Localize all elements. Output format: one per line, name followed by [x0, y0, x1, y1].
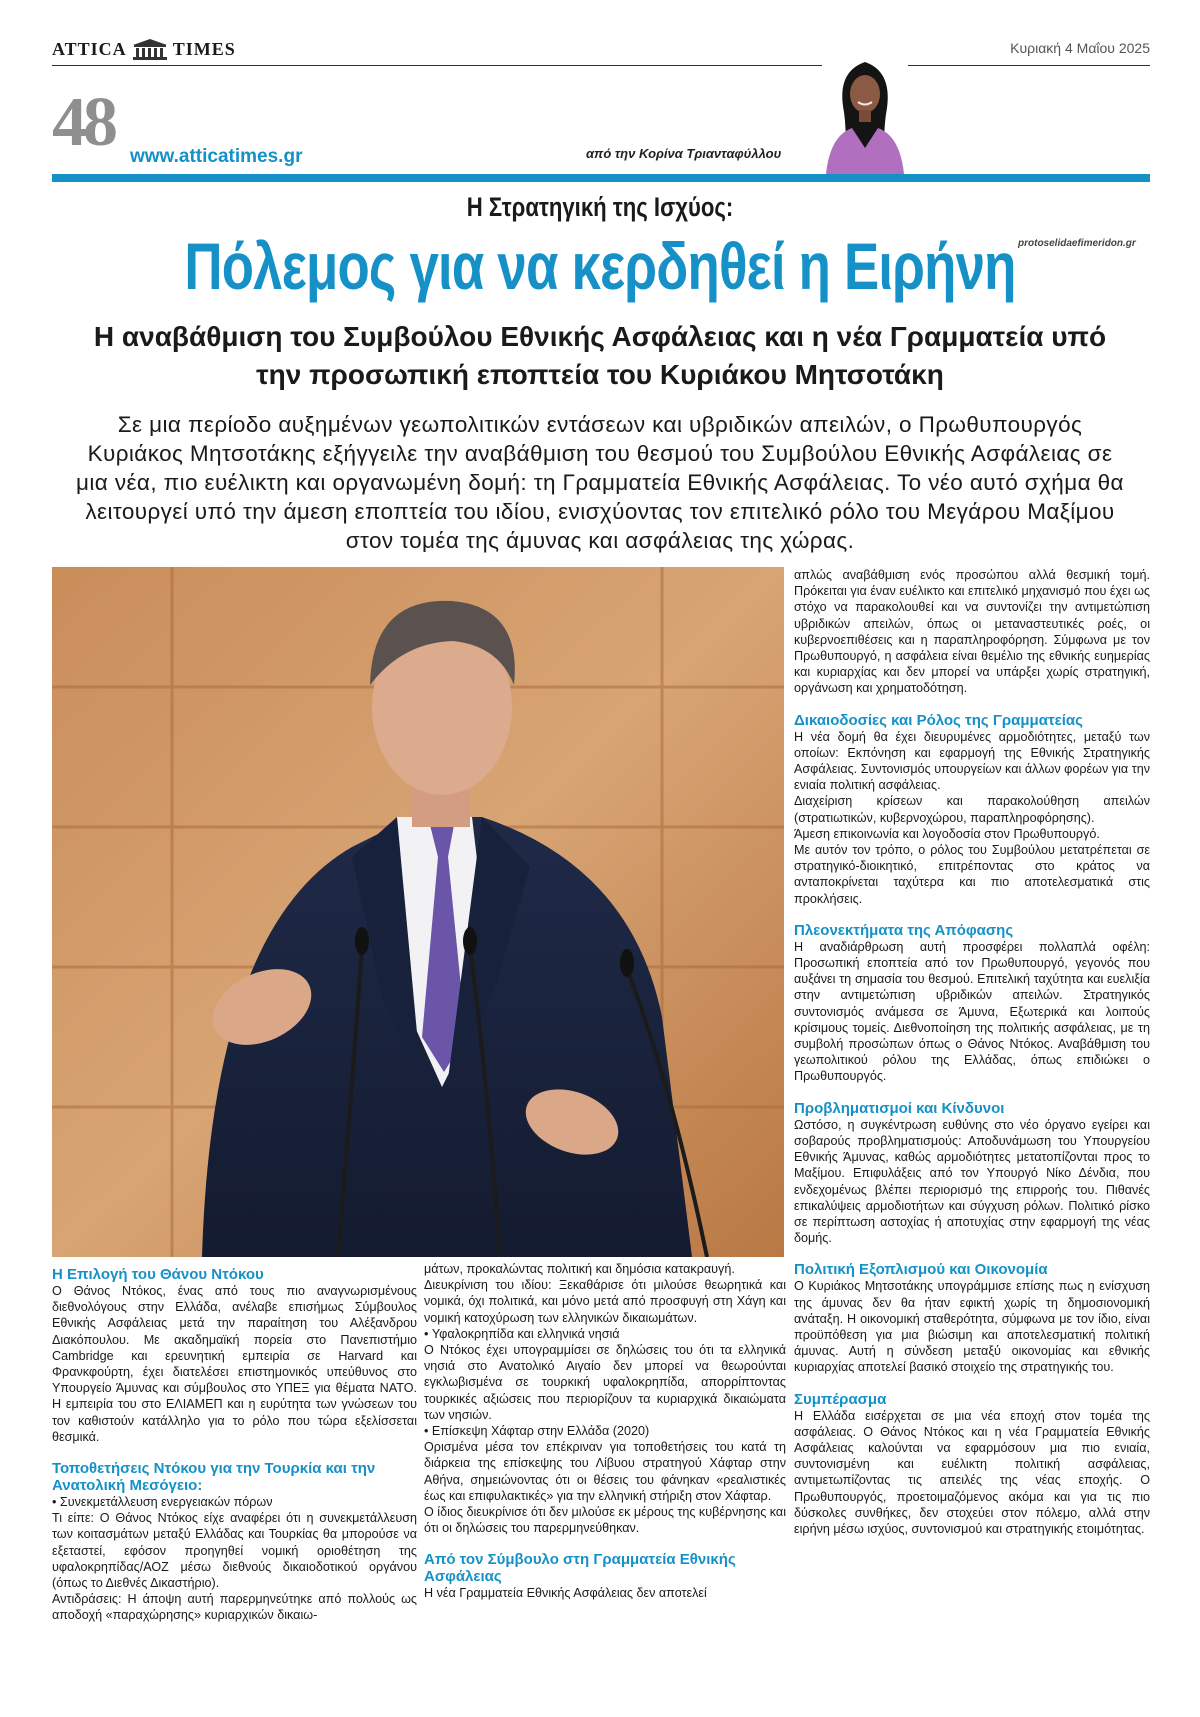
paragraph: Ο Ντόκος έχει υπογραμμίσει σε δηλώσεις του ότι τα ελληνικά νησιά στο Ανατολικό Αιγαίο δεν μπορεί να θεωρούνται εγκλωβισμένα σε τουρκική υφαλοκρηπίδα, απορρίπτοντας τουρκικές αξιώσεις που περιορίζουν τα κυριαρχικά δικαιώματα των νησιών.: [424, 1343, 786, 1422]
paragraph: Ωστόσο, η συγκέντρωση ευθύνης στο νέο όργανο εγείρει και σοβαρούς προβληματισμούς: Αποδυνάμωση του Υπουργείου Εθνικής Άμυνας, καθώς αρμοδιότητες μετατοπίζονται προς το Μαξίμου. Επιφυλάξεις από τον Υπουργό Νίκο Δένδια, που ενδεχομένως βλέπει περιορισμό της επιρροής του. Πιθανές επικαλύψεις αρμοδιοτήτων και σύγχυση ρόλων. Πολιτικό ρίσκο σε περίπτωση αστοχίας ή αποτυχίας στην εφαρμογή της νέας δομής.: [794, 1117, 1150, 1246]
paragraph: Η νέα δομή θα έχει διευρυμένες αρμοδιότητες, μεταξύ των οποίων: Εκπόνηση και εφαρμογή της Εθνικής Στρατηγικής Ασφάλειας. Συντονισμός υπουργείων και άλλων φορέων για την ενιαία πολιτική ασφάλειας.: [794, 729, 1150, 793]
issue-date: Κυριακή 4 Μαΐου 2025: [1010, 40, 1150, 56]
section-heading: Πολιτική Εξοπλισμού και Οικονομία: [794, 1261, 1048, 1279]
paragraph: Ο Θάνος Ντόκος, ένας από τους πιο αναγνωρισμένους διεθνολόγους στην Ελλάδα, ανέλαβε επισήμως Σύμβουλος Εθνικής Ασφάλειας μετά την παραίτηση του Αλέξανδρου Διακόπουλου. Με ακαδημαϊκή πορεία στο Πανεπιστήμιο Cambridge και ερευνητική εμπειρία σε Harvard και Φρανκφούρτη, έχει διατελέσει επιστημονικός υπεύθυνος στο Υπουργείο Άμυνας και σύμβουλος στο ΥΠΕΞ για θέματα ΝΑΤΟ. Η εμπειρία του στο ΕΛΙΑΜΕΠ και η ευρύτητα των γνώσεων του τον καθιστούν κατάλληλο για το ρόλο που τώρα εξελίσσεται θεσμικά.: [52, 1284, 417, 1444]
section-heading: Πλεονεκτήματα της Απόφασης: [794, 921, 1014, 939]
paragraph: Ο ίδιος διευκρίνισε ότι δεν μιλούσε εκ μέρους της κυβέρνησης και ότι οι δηλώσεις του παρερμηνεύθηκαν.: [424, 1505, 787, 1536]
paragraph: Αντιδράσεις: Η άποψη αυτή παρερμηνεύτηκε από πολλούς ως αποδοχή «παραχώρησης» κυριαρχικών δικαιω-: [52, 1592, 417, 1623]
masthead: [52, 34, 1150, 66]
section-heading: Δικαιοδοσίες και Ρόλος της Γραμματείας: [794, 711, 1083, 729]
paragraph: Τι είπε: Ο Θάνος Ντόκος είχε αναφέρει ότι η συνεκμετάλλευση των κοιτασμάτων μεταξύ Ελλάδας και Τουρκίας θα μπορούσε να εξεταστεί, εφόσον προηγηθεί νομική οριοθέτηση της υφαλοκρηπίδας/ΑΟΖ μέσω διεθνούς δικαιοδοτικού οργάνου (όπως το Διεθνές Δικαστήριο).: [52, 1511, 417, 1591]
author-photo: [822, 52, 908, 174]
paragraph: απλώς αναβάθμιση ενός προσώπου αλλά θεσμική τομή. Πρόκειται για έναν ευέλικτο και επιτελικό μηχανισμό που έχει ως στόχο να παρακολουθεί και να συντονίζει την αντιμετώπιση υβριδικών απειλών, όπως οι μεταναστευτικές ροές, οι κυβερνοεπιθέσεις και η παραπληροφόρηση. Σύμφωνα με τον Πρωθυπουργό, η ασφάλεια είναι θεμέλιο της εθνικής ευημερίας και κυριαρχίας και δεν μπορεί να υπάρξει χωρίς στρατηγική, οργάνωση και χρηματοδότηση.: [794, 568, 1150, 696]
section-heading: Προβληματισμοί και Κίνδυνοι: [794, 1099, 1005, 1117]
logo-text-left: ATTICA: [52, 38, 127, 59]
bullet-item: • Συνεκμετάλλευση ενεργειακών πόρων: [52, 1494, 417, 1510]
site-url-link[interactable]: www.atticatimes.gr: [130, 146, 303, 167]
article-column-1: [52, 1266, 417, 1624]
parthenon-icon: [131, 38, 169, 60]
publication-logo[interactable]: [52, 38, 236, 60]
paragraph: Με αυτόν τον τρόπο, ο ρόλος του Συμβούλου μετατρέπεται σε στρατηγικό-διοικητικό, επιτρέποντας στο κράτος να ανταποκρίνεται ταχύτερα και πιο αποτελεσματικά στις προκλήσεις.: [794, 843, 1150, 906]
source-watermark: protoselidaefimeridon.gr: [1018, 238, 1136, 249]
section-heading: Από τον Σύμβουλο στη Γραμματεία Εθνικής Ασφάλειας: [424, 1551, 736, 1586]
headline-subtitle: Η αναβάθμιση του Συμβούλου Εθνικής Ασφάλειας και η νέα Γραμματεία υπό την προσωπική εποπτεία του Κυριάκου Μητσοτάκη: [93, 321, 1107, 390]
paragraph: Η νέα Γραμματεία Εθνικής Ασφάλειας δεν αποτελεί: [424, 1586, 707, 1601]
paragraph: Η Ελλάδα εισέρχεται σε μια νέα εποχή στον τομέα της ασφάλειας. Ο Θάνος Ντόκος και η νέα Γραμματεία Εθνικής Ασφάλειας καλούνται να εφαρμόσουν μια πιο ενιαία, συντονισμένη και ευέλικτη πολιτική ασφάλειας, αντιμετωπίζοντας τις απειλές της νέας εποχής. Ο Πρωθυπουργός, προετοιμαζόμενος ακόμα και για τις πιο δύσκολες συνθήκες, δεν στοχεύει στον πόλεμο, αλλά στην ειρήνη μέσω ισχύος, συντονισμού και στρατηγικής ετοιμότητας.: [794, 1408, 1150, 1536]
article-column-2: [424, 1261, 786, 1602]
top-rule: [52, 174, 1150, 182]
headline-title: Πόλεμος για να κερδηθεί η Ειρήνη: [184, 229, 1016, 303]
section-heading: Συμπέρασμα: [794, 1390, 887, 1408]
page-number: 48: [52, 84, 114, 161]
section-heading: Η Επιλογή του Θάνου Ντόκου: [52, 1266, 264, 1283]
article-photo: [52, 567, 784, 1257]
author-byline: από την Κορίνα Τριανταφύλλου: [586, 146, 782, 161]
paragraph: Διαχείριση κρίσεων και παρακολούθηση απειλών (στρατιωτικών, κυβερνοχώρου, παραπληροφόρησης).: [794, 794, 1150, 825]
bullet-item: • Επίσκεψη Χάφταρ στην Ελλάδα (2020): [424, 1423, 786, 1439]
paragraph: Ο Κυριάκος Μητσοτάκης υπογράμμισε επίσης πως η ενίσχυση της άμυνας δεν θα ήταν εφικτή χωρίς τη δημοσιονομική ανάταξη. Η οικονομική σταθερότητα, σύμφωνα με τον ίδιο, είναι προϋπόθεση για μια βιώσιμη και αποτελεσματική πολιτική άμυνας. Αυτή η σύνδεση μεταξύ οικονομίας και εθνικής κυριαρχίας αποτελεί βασικό στοιχείο της στρατηγικής του.: [794, 1279, 1150, 1375]
article-column-3: [794, 567, 1150, 1537]
paragraph: Ορισμένα μέσα τον επέκριναν για τοποθετήσεις του κατά τη διάρκεια της επίσκεψης του Λίβυου στρατηγού Χάφταρ στην Αθήνα, σημειώνοντας ότι οι θέσεις του φάνηκαν «ρεαλιστικές έως και επιφυλακτικές» για την ελληνική στήριξη στον Χάφταρ.: [424, 1440, 786, 1503]
section-heading: Τοποθετήσεις Ντόκου για την Τουρκία και την Ανατολική Μεσόγειο:: [52, 1460, 376, 1495]
paragraph: Διευκρίνιση του ιδίου: Ξεκαθάρισε ότι μιλούσε θεωρητικά και νομικά, όχι πολιτικά, και μόνο μετά από προσφυγή στη Χάγη και νομική κατοχύρωση των ελληνικών δικαιωμάτων.: [424, 1278, 786, 1325]
logo-text-right: TIMES: [172, 38, 236, 59]
paragraph: Άμεση επικοινωνία και λογοδοσία στον Πρωθυπουργό.: [794, 826, 1100, 841]
bullet-item: • Υφαλοκρηπίδα και ελληνικά νησιά: [424, 1326, 786, 1342]
headline-kicker: Η Στρατηγική της Ισχύος:: [466, 192, 734, 222]
paragraph: Η αναδιάρθρωση αυτή προσφέρει πολλαπλά οφέλη: Προσωπική εποπτεία από τον Πρωθυπουργό, γεγονός που αυξάνει τη σημασία του θεσμού. Επιτελική ταχύτητα και ευελιξία στην αντιμετώπιση υβριδικών απειλών. Στρατηγικός συντονισμός ανάμεσα σε Άμυνα, Εξωτερικά και λοιπούς κρίσιμους τομείς. Διεθνοποίηση της πολιτικής ασφάλειας, με τη συμβολή προσώπων όπως ο Θάνος Ντόκος. Αναβάθμιση του γεωπολιτικού ρόλου της Ελλάδας, όπως επιδιώκει ο Πρωθυπουργός.: [794, 939, 1150, 1084]
paragraph: μάτων, προκαλώντας πολιτική και δημόσια κατακραυγή.: [424, 1262, 735, 1276]
article-lead: Σε μια περίοδο αυξημένων γεωπολιτικών εντάσεων και υβριδικών απειλών, ο Πρωθυπουργός Κυριάκος Μητσοτάκης εξήγγειλε την αναβάθμιση του θεσμού του Συμβούλου Εθνικής Ασφάλειας σε μια νέα, πιο ευέλικτη και οργανωμένη δομή: τη Γραμματεία Εθνικής Ασφάλειας. Το νέο αυτό σχήμα θα λειτουργεί υπό την άμεση εποπτεία του ιδίου, ενισχύοντας τον επιτελικό ρόλο του Μεγάρου Μαξίμου στον τομέα της άμυνας και ασφάλειας της χώρας.: [76, 412, 1124, 553]
